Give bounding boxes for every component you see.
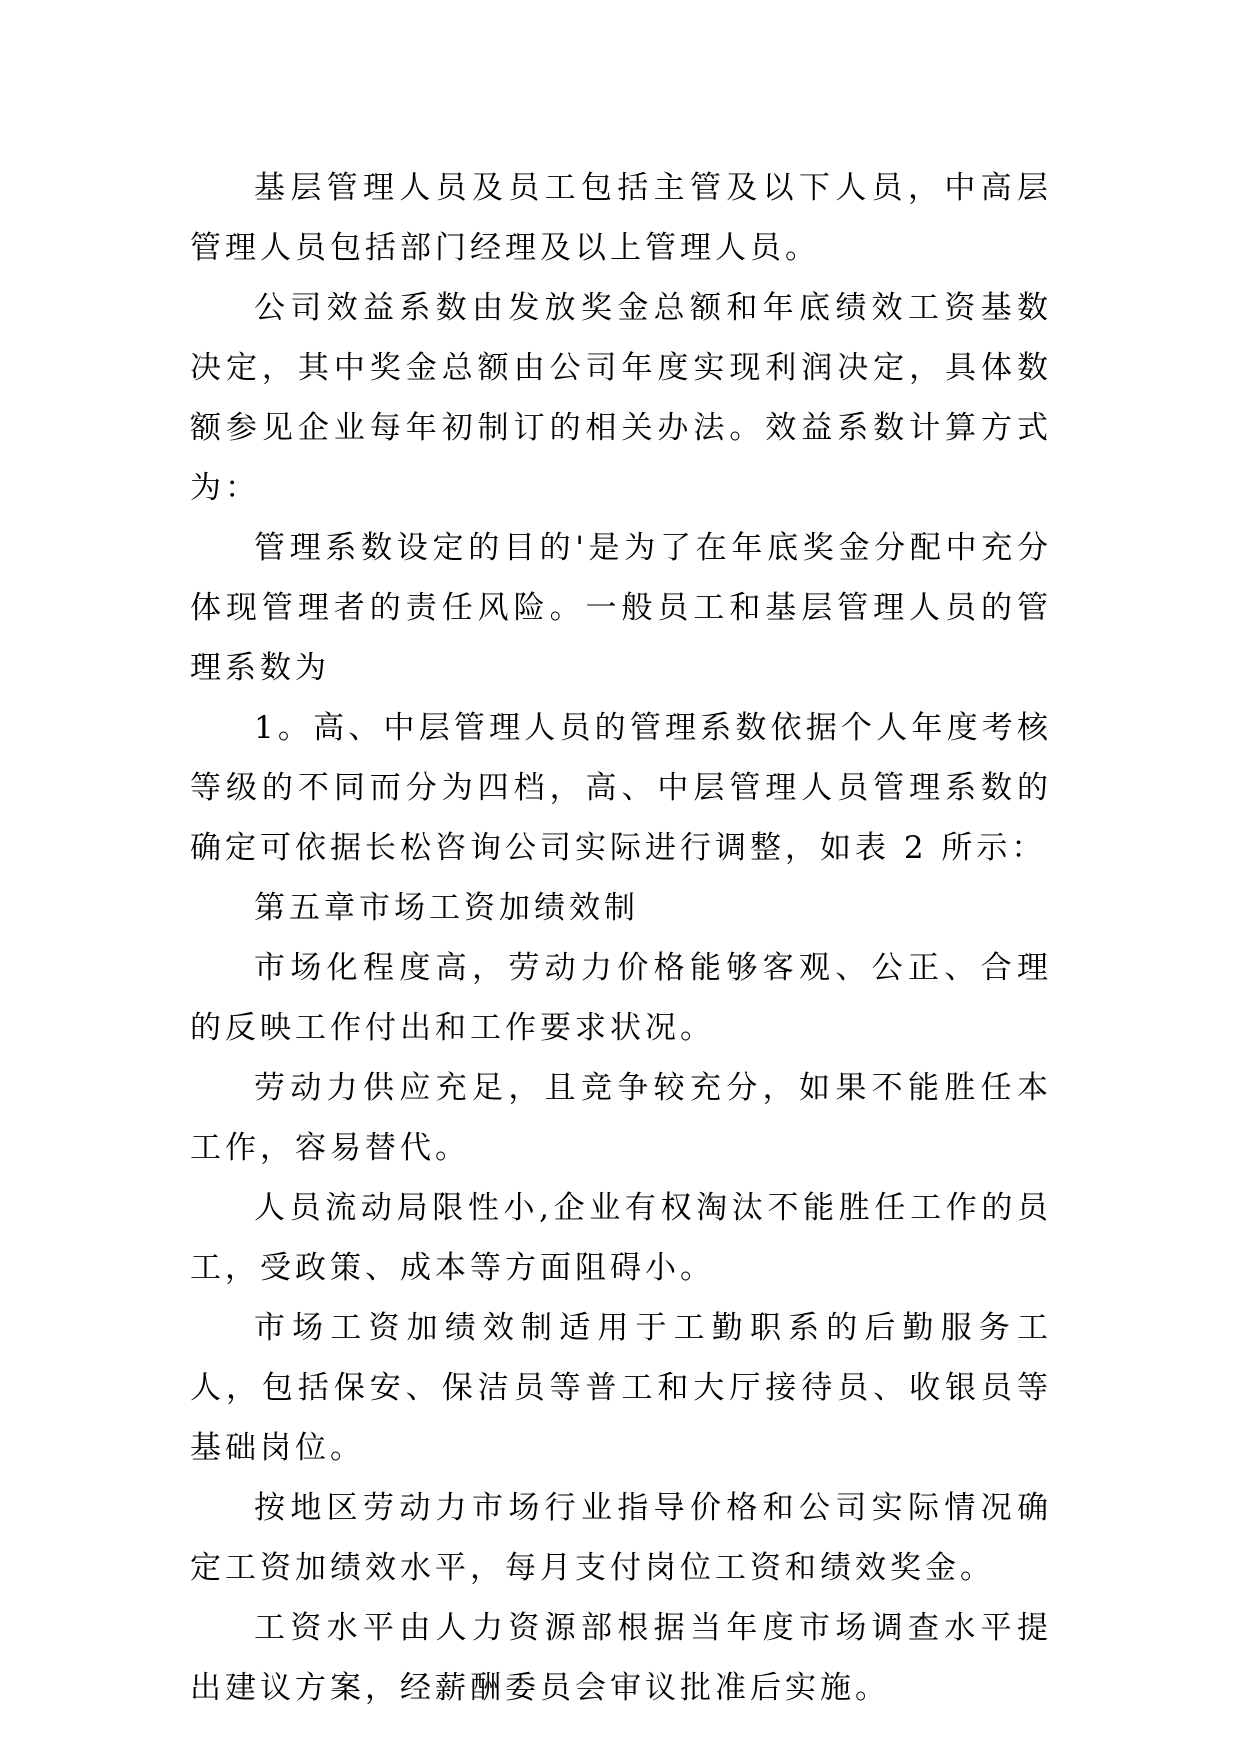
paragraph-senior-coefficient: 1。高、中层管理人员的管理系数依据个人年度考核等级的不同而分为四档，高、中层管理人员管理系数的确定可依据长松咨询公司实际进行调整，如表 2 所示： bbox=[190, 710, 1052, 866]
paragraph-applicability: 市场工资加绩效制适用于工勤职系的后勤服务工人，包括保安、保洁员等普工和大厅接待员、收银员等基础岗位。 bbox=[190, 1310, 1052, 1466]
paragraph-pay-level: 按地区劳动力市场行业指导价格和公司实际情况确定工资加绩效水平，每月支付岗位工资和绩效奖金。 bbox=[190, 1490, 1052, 1586]
paragraph-labor-supply: 劳动力供应充足，且竞争较充分，如果不能胜任本工作，容易替代。 bbox=[190, 1070, 1052, 1166]
paragraph-mobility: 人员流动局限性小,企业有权淘汰不能胜任工作的员工，受政策、成本等方面阻碍小。 bbox=[190, 1190, 1052, 1286]
chapter-heading: 第五章市场工资加绩效制 bbox=[254, 890, 639, 926]
paragraph-proposal: 工资水平由人力资源部根据当年度市场调查水平提出建议方案，经薪酬委员会审议批准后实施。 bbox=[190, 1610, 1052, 1706]
document-body bbox=[190, 158, 1052, 1718]
paragraph-staff-definition: 基层管理人员及员工包括主管及以下人员，中高层管理人员包括部门经理及以上管理人员。 bbox=[190, 170, 1052, 266]
paragraph-management-coefficient: 管理系数设定的目的'是为了在年底奖金分配中充分体现管理者的责任风险。一般员工和基层管理人员的管理系数为 bbox=[190, 530, 1052, 686]
paragraph-benefit-coefficient: 公司效益系数由发放奖金总额和年底绩效工资基数决定，其中奖金总额由公司年度实现利润决定，具体数额参见企业每年初制订的相关办法。效益系数计算方式为： bbox=[190, 290, 1052, 506]
paragraph-marketization: 市场化程度高，劳动力价格能够客观、公正、合理的反映工作付出和工作要求状况。 bbox=[190, 950, 1052, 1046]
